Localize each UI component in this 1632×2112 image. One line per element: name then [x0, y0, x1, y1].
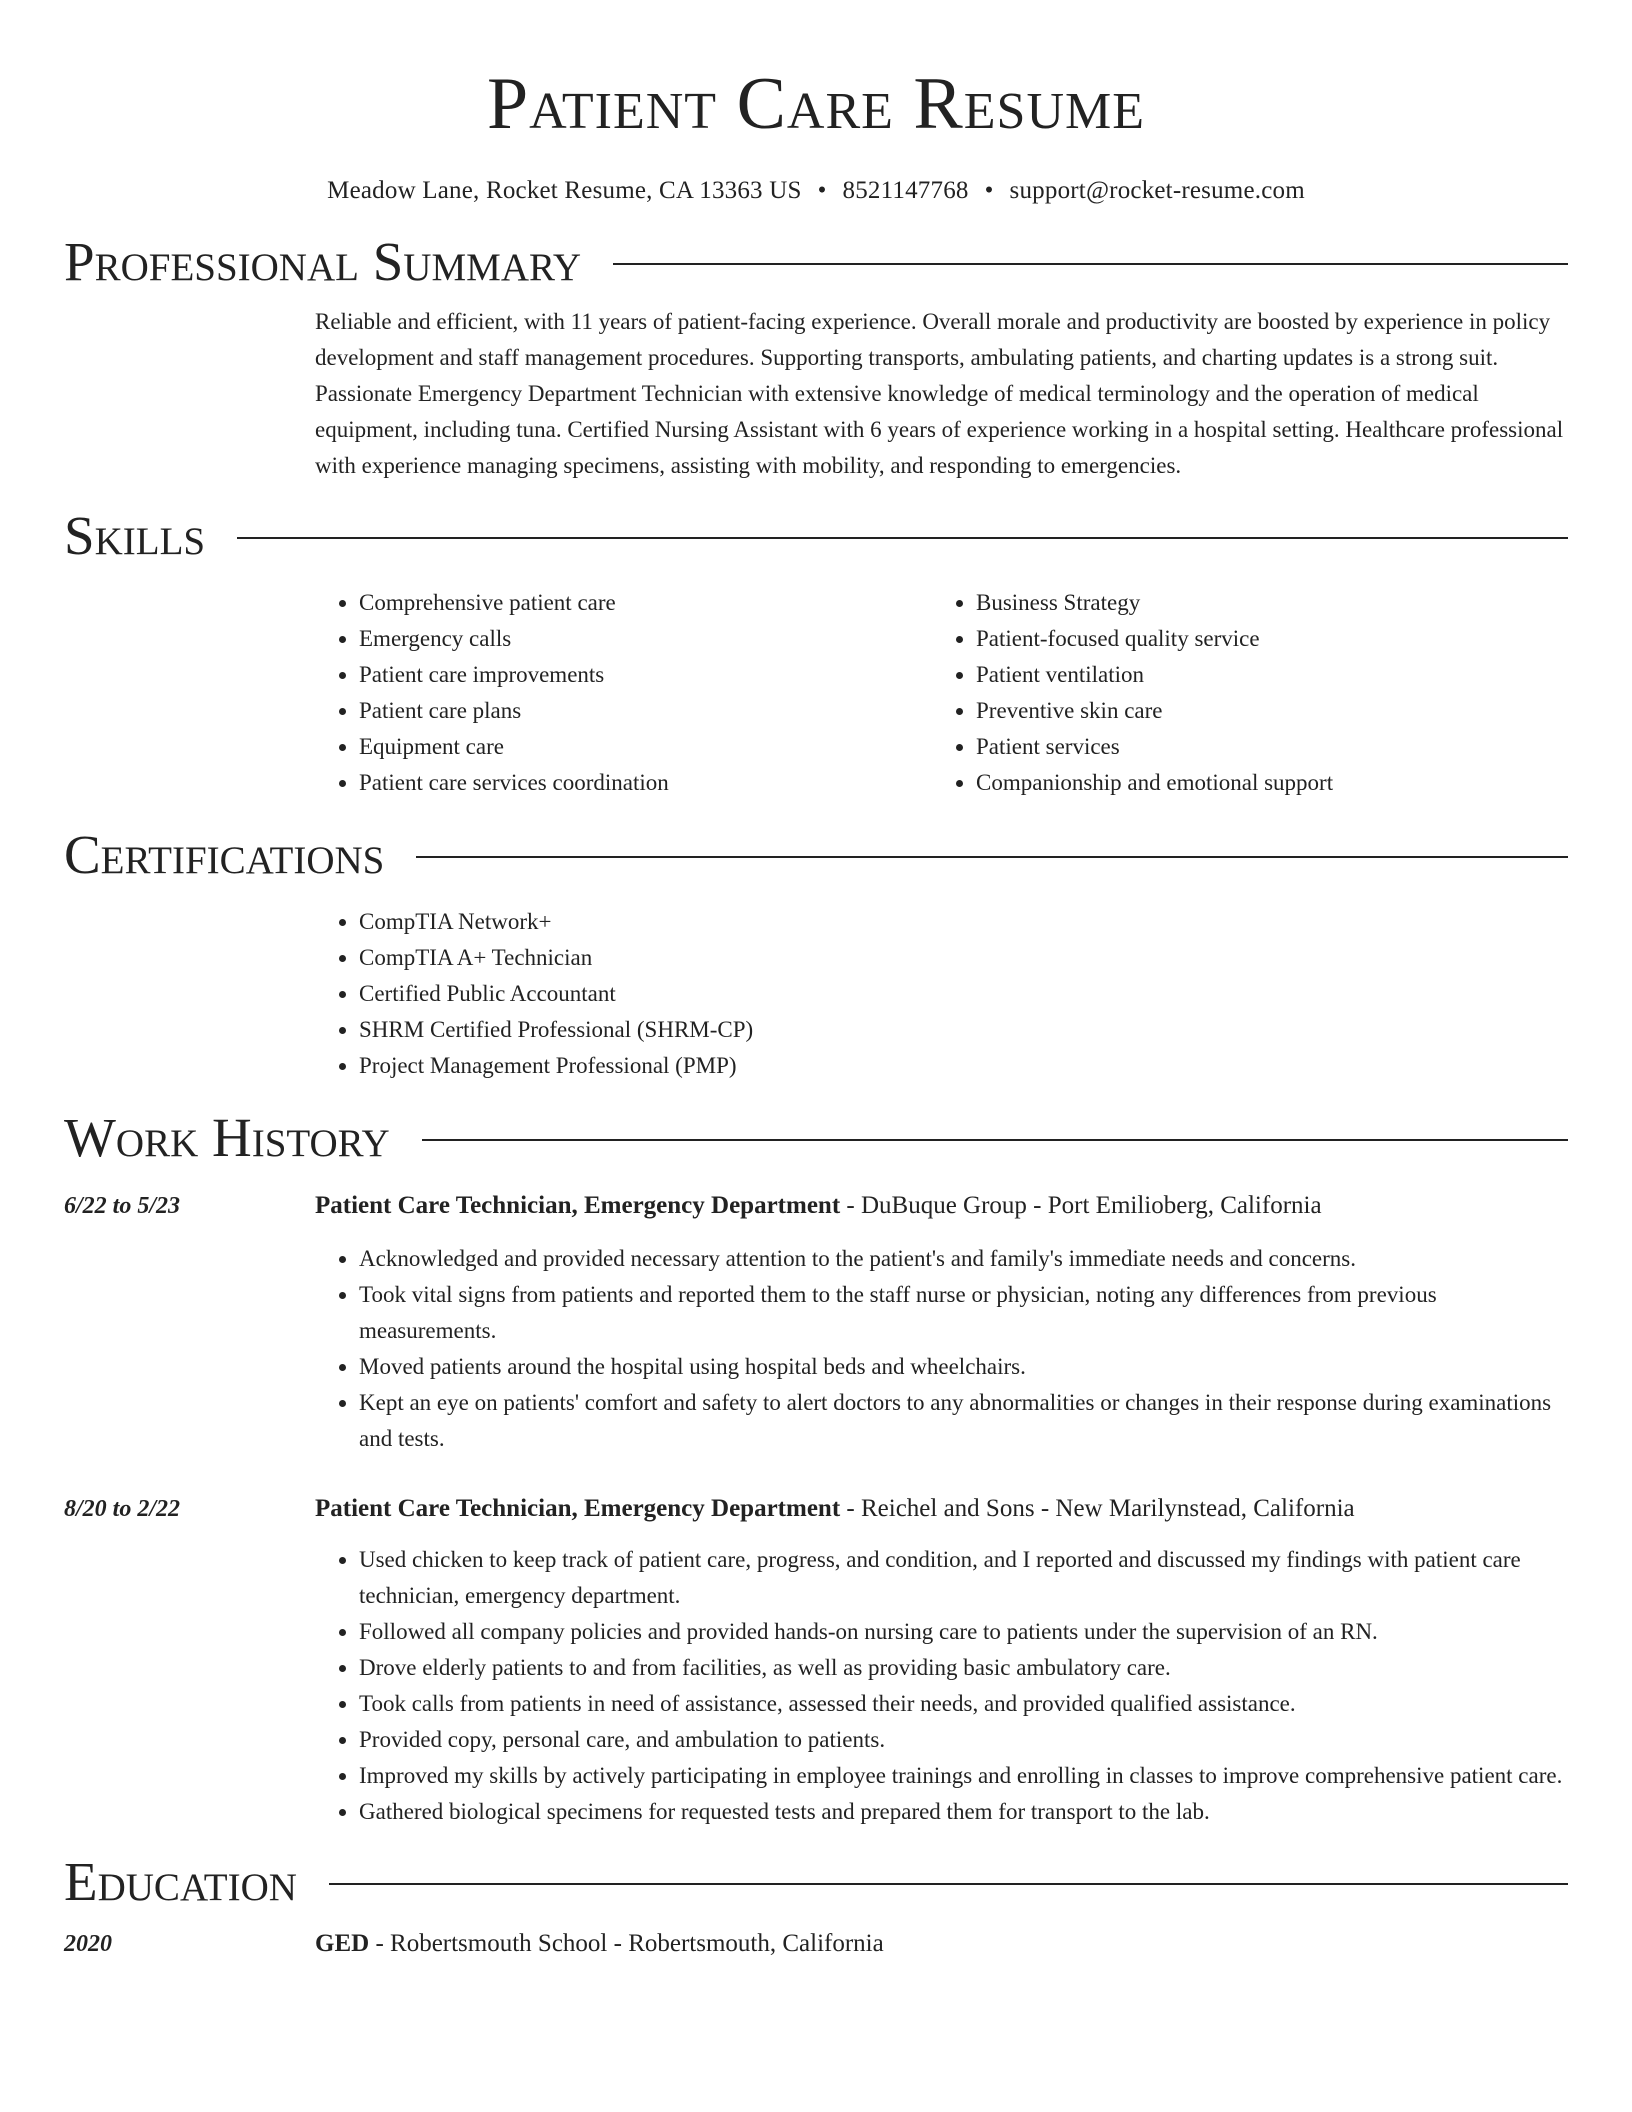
skill-item: • Patient ventilation: [976, 657, 1549, 693]
job-position: Patient Care Technician, Emergency Department: [315, 1495, 841, 1522]
education-degree: GED: [315, 1930, 370, 1957]
job-bullet: • Used chicken to keep track of patient care, progress, and condition, and I reported and discussed my findings with patient care technician, emergency department.: [359, 1542, 1568, 1614]
contact-separator: •: [817, 177, 827, 204]
skill-item: • Patient-focused quality service: [976, 621, 1549, 657]
work-history-heading-row: [64, 1106, 1568, 1170]
job-header: [64, 1188, 1568, 1224]
certifications-heading-row: [64, 823, 1568, 887]
education-year: 2020: [64, 1931, 112, 1957]
education-line: [315, 1926, 884, 1962]
job-dates: 6/22 to 5/23: [64, 1193, 181, 1219]
section-divider: [422, 1139, 1568, 1141]
job-employer: - Reichel and Sons - New Marilynstead, California: [840, 1495, 1355, 1522]
job-employer: - DuBuque Group - Port Emilioberg, California: [840, 1192, 1322, 1219]
skills-title: Skills: [64, 505, 206, 566]
job-bullet: • Followed all company policies and provided hands-on nursing care to patients under the supervision of an RN.: [359, 1614, 1568, 1650]
skills-heading-row: [64, 504, 1568, 568]
certification-item: • SHRM Certified Professional (SHRM-CP): [359, 1012, 1568, 1048]
skill-item: • Patient care plans: [359, 693, 932, 729]
work-history-title: Work History: [64, 1107, 390, 1168]
certifications-section: [64, 823, 1568, 1084]
job-dates: 8/20 to 2/22: [64, 1496, 181, 1522]
contact-separator: •: [984, 177, 994, 204]
job-bullet: • Gathered biological specimens for requested tests and prepared them for transport to the lab.: [359, 1794, 1568, 1830]
job-title-line: [315, 1188, 1322, 1224]
summary-text: Reliable and efficient, with 11 years of patient-facing experience. Overall morale and productivity are boosted by experience in policy development and staff management procedures. Supporting transports, ambulating patients, and charting updates is a strong suit. Passionate Emergency Department Technician with extensive knowledge of medical terminology and the operation of medical equipment, including tuna. Certified Nursing Assistant with 6 years of experience working in a hospital setting. Healthcare professional with experience managing specimens, assisting with mobility, and responding to emergencies.: [315, 309, 1564, 478]
contact-line: [64, 174, 1568, 208]
contact-phone: 8521147768: [842, 177, 969, 204]
certification-item: • CompTIA A+ Technician: [359, 940, 1568, 976]
education-heading-row: [64, 1850, 1568, 1914]
job-bullets: [315, 1542, 1568, 1830]
certifications-body: [315, 904, 1568, 1084]
contact-email: support@rocket-resume.com: [1009, 177, 1305, 204]
skill-item: • Comprehensive patient care: [359, 585, 932, 621]
certification-item: • Project Management Professional (PMP): [359, 1048, 1568, 1084]
skills-column-right: [932, 585, 1549, 801]
skills-column-left: [315, 585, 932, 801]
skill-item: • Patient care services coordination: [359, 765, 932, 801]
certification-item: • Certified Public Accountant: [359, 976, 1568, 1012]
summary-section: [64, 230, 1568, 484]
skills-grid: [315, 585, 1568, 801]
summary-body: [315, 304, 1568, 484]
certifications-title: Certifications: [64, 824, 385, 885]
section-divider: [329, 1883, 1568, 1885]
education-title: Education: [64, 1851, 297, 1912]
section-divider: [237, 537, 1568, 539]
skill-item: • Business Strategy: [976, 585, 1549, 621]
skills-section: [64, 504, 1568, 801]
section-divider: [613, 263, 1568, 265]
education-school: - Robertsmouth School - Robertsmouth, California: [369, 1930, 884, 1957]
job-bullet: • Took vital signs from patients and reported them to the staff nurse or physician, noting any differences from previous measurements.: [359, 1277, 1568, 1349]
education-section: [64, 1850, 1568, 1962]
job-bullet: • Took calls from patients in need of assistance, assessed their needs, and provided qualified assistance.: [359, 1686, 1568, 1722]
job-bullet: • Kept an eye on patients' comfort and safety to alert doctors to any abnormalities or changes in their response during examinations and tests.: [359, 1385, 1568, 1457]
job-bullets: [315, 1241, 1568, 1457]
skill-item: • Emergency calls: [359, 621, 932, 657]
job-position: Patient Care Technician, Emergency Department: [315, 1192, 841, 1219]
section-divider: [416, 856, 1568, 858]
summary-title: Professional Summary: [64, 231, 582, 292]
job-bullet: • Drove elderly patients to and from facilities, as well as providing basic ambulatory care.: [359, 1650, 1568, 1686]
skill-item: • Patient services: [976, 729, 1549, 765]
job-bullet: • Moved patients around the hospital using hospital beds and wheelchairs.: [359, 1349, 1568, 1385]
job-entry: [64, 1188, 1568, 1457]
work-history-section: [64, 1106, 1568, 1830]
skill-item: • Patient care improvements: [359, 657, 932, 693]
job-bullet: • Improved my skills by actively participating in employee trainings and enrolling in classes to improve comprehensive patient care.: [359, 1758, 1568, 1794]
summary-heading-row: [64, 230, 1568, 294]
skill-item: • Companionship and emotional support: [976, 765, 1549, 801]
skill-item: • Equipment care: [359, 729, 932, 765]
education-entry: [64, 1926, 1568, 1962]
skill-item: • Preventive skin care: [976, 693, 1549, 729]
certification-item: • CompTIA Network+: [359, 904, 1568, 940]
job-title-line: [315, 1491, 1355, 1527]
resume-page: [64, 0, 1568, 1962]
job-bullet: • Provided copy, personal care, and ambulation to patients.: [359, 1722, 1568, 1758]
job-header: [64, 1491, 1568, 1527]
job-entry: [64, 1491, 1568, 1830]
resume-name: Patient Care Resume: [486, 63, 1146, 145]
job-bullet: • Acknowledged and provided necessary attention to the patient's and family's immediate needs and concerns.: [359, 1241, 1568, 1277]
contact-address: Meadow Lane, Rocket Resume, CA 13363 US: [327, 177, 802, 204]
